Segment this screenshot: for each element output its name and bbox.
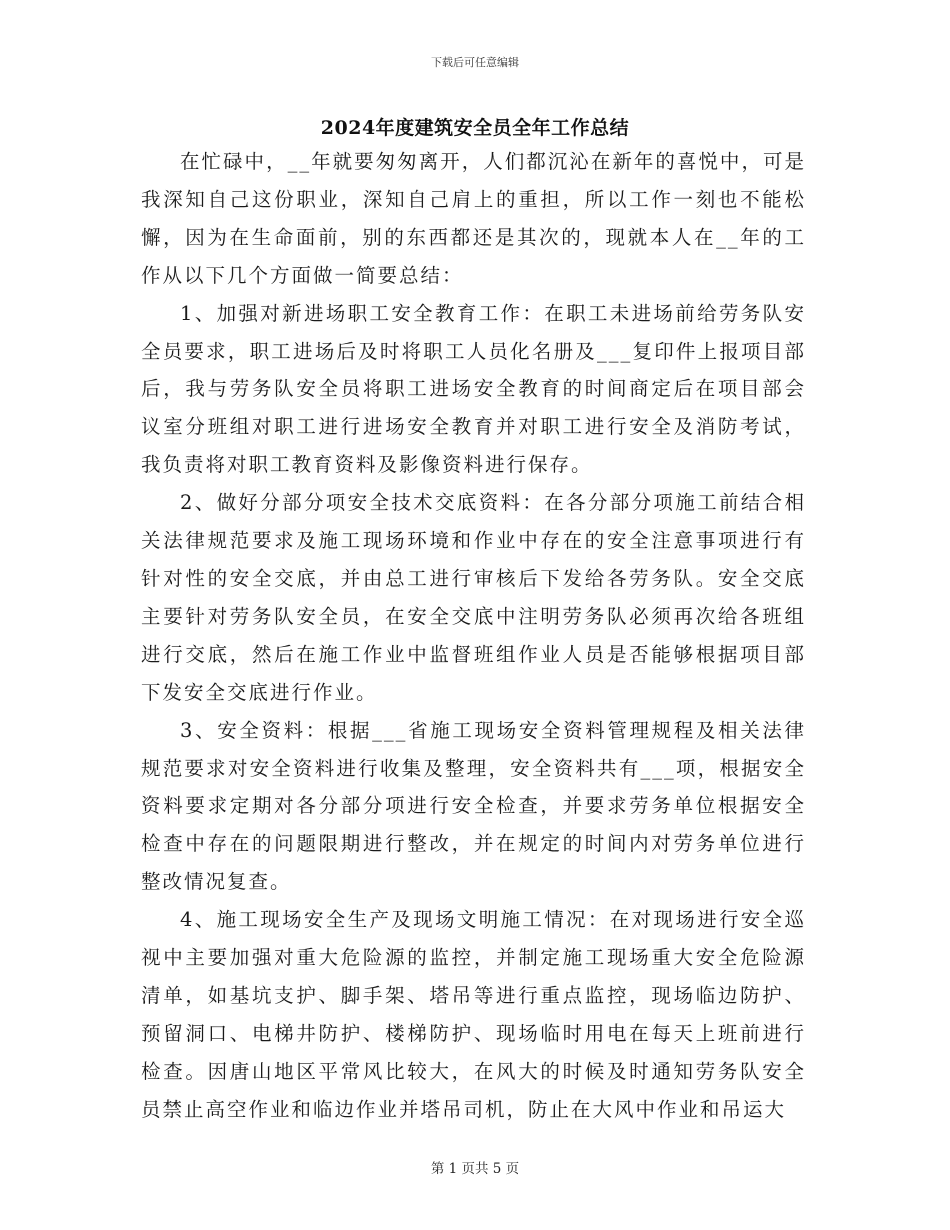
- paragraph-item-3: 3、安全资料：根据___省施工现场安全资料管理规程及相关法律规范要求对安全资料进行收集及整理，安全资料共有___项，根据安全资料要求定期对各分部分项进行安全检查，并要求劳务单位根据安全检查中存在的问题限期进行整改，并在规定的时间内对劳务单位进行整改情况复查。: [141, 718, 806, 894]
- header-note: 下载后可任意编辑: [431, 56, 519, 69]
- paragraph-item-4: 4、施工现场安全生产及现场文明施工情况：在对现场进行安全巡视中主要加强对重大危险源的监控，并制定施工现场重大安全危险源清单，如基坑支护、脚手架、塔吊等进行重点监控，现场临边防护、预留洞口、电梯井防护、楼梯防护、现场临时用电在每天上班前进行检查。因唐山地区平常风比较大，在风大的时候及时通知劳务队安全员禁止高空作业和临边作业并塔吊司机，防止在大风中作业和吊运大: [141, 908, 806, 1121]
- document-title: 2024年度建筑安全员全年工作总结: [320, 117, 630, 139]
- page-number-footer: 第 1 页共 5 页: [430, 1161, 520, 1177]
- paragraph-intro: 在忙碌中，__年就要匆匆离开，人们都沉沁在新年的喜悦中，可是我深知自己这份职业，深知自己肩上的重担，所以工作一刻也不能松懈，因为在生命面前，别的东西都还是其次的，现就本人在__年的工作从以下几个方面做一简要总结：: [141, 150, 806, 287]
- document-body: [141, 143, 806, 1129]
- paragraph-item-2: 2、做好分部分项安全技术交底资料：在各分部分项施工前结合相关法律规范要求及施工现场环境和作业中存在的安全注意事项进行有针对性的安全交底，并由总工进行审核后下发给各劳务队。安全交底主要针对劳务队安全员，在安全交底中注明劳务队必须再次给各班组进行交底，然后在施工作业中监督班组作业人员是否能够根据项目部下发安全交底进行作业。: [141, 491, 806, 704]
- paragraph-item-1: 1、加强对新进场职工安全教育工作：在职工未进场前给劳务队安全员要求，职工进场后及时将职工人员化名册及___复印件上报项目部后，我与劳务队安全员将职工进场安全教育的时间商定后在项目部会议室分班组对职工进行进场安全教育并对职工进行安全及消防考试，我负责将对职工教育资料及影像资料进行保存。: [141, 301, 806, 477]
